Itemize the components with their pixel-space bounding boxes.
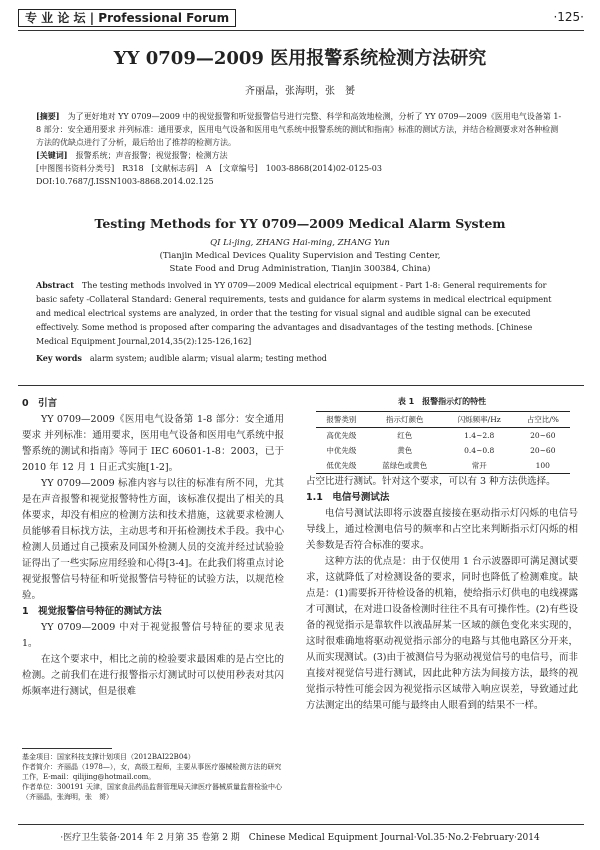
table-caption: 表 1 报警指示灯的特性 [397, 397, 487, 406]
abstract-cn: [摘要] 为了更好地对 YY 0709—2009 中的视觉报警和听觉报警信号进行完整、科学和高效地检测，分析了 YY 0709—2009《医用电气设备第 1-8 部分：安全通用要求 并列标准：通用要求，医用电气设备和医用电气系统中报警系统的测试和指南》标准的测试方法，并结合检测要求对各种检测方法的优缺点进行了分析，最后给出了推荐的检测方法。 [36, 111, 562, 147]
author-bio: 作者简介：齐丽晶（1978—），女，高级工程师，主要从事医疗器械检测方法的研究工作，E-mail：qilijing@hotmail.com。 [22, 763, 282, 781]
footnote [22, 752, 284, 802]
section-0-heading: 0 引言 [22, 398, 58, 409]
header-rule [18, 30, 584, 31]
english-title: Testing Methods for YY 0709—2009 Medical Alarm System [94, 216, 506, 231]
table-row [316, 443, 570, 458]
english-abstract-block [36, 278, 564, 366]
section-label: 专 业 论 坛 | Professional Forum [18, 9, 236, 27]
left-column [22, 396, 284, 700]
table-cell: 高优先级 [326, 431, 357, 440]
page-footer: ·医疗卫生装备·2014 年 2 月第 35 卷第 2 期 Chinese Medical Equipment Journal·Vol.35·No.2·February·2014 [60, 833, 540, 843]
paragraph: 这种方法的优点是：由于仅使用 1 台示波器即可满足测试要求，这就降低了对检测设备的要求，同时也降低了检测难度。缺点是：(1)需要拆开待检设备的机箱，使给指示灯供电的电线裸露才可测试，在对进口设备检测时往往不具有可操作性。(2)有些设备的视觉指示是靠软件以液晶屏某一区域的颜色变化来实现的，这时很难确地将驱动视觉指示部分的电路与其他电路区分开来，从而实现测试。(3)由于被测信号为驱动视觉信号的电信号，而非直接对视觉信号进行测试，因此此种方法为间接方法，最终的视觉指示特性可能会因为视觉指示区域带入响应误差，导致通过此方法测定出的结果可能与最终由人眼看到的结果不一样。 [306, 556, 578, 711]
abstract-rule [18, 385, 584, 386]
paragraph: 电信号测试法即将示波器直接接在驱动指示灯闪烁的电信号导线上，通过检测电信号的频率和占空比来判断指示灯闪烁的相关参数是否符合标准的要求。 [306, 508, 578, 551]
table-header-cell: 指示灯颜色 [367, 412, 443, 428]
paragraph: YY 0709—2009 中对于视觉报警信号特征的要求见表 1。 [22, 622, 284, 649]
table-cell: 黄色 [397, 446, 413, 455]
keywords-cn: [关键词] 报警系统；声音报警；视觉报警；检测方法 [36, 150, 228, 160]
table-header-cell: 占空比/% [516, 412, 570, 428]
table-cell: 中优先级 [326, 446, 357, 455]
english-affiliation [0, 237, 600, 276]
section-1-heading: 1 视觉报警信号特征的测试方法 [22, 606, 162, 617]
table-cell: 常开 [443, 458, 516, 474]
table-cell: 1.4~2.8 [464, 431, 495, 440]
fund-note: 基金项目：国家科技支撑计划项目（2012BAI22B04） [22, 753, 195, 761]
affiliation-line-1: (Tianjin Medical Devices Quality Supervision and Testing Center, [159, 251, 441, 261]
affiliation-line-2: State Food and Drug Administration, Tianjin 300384, China) [169, 264, 431, 274]
table-cell: 20~60 [530, 446, 556, 455]
table-header-cell: 报警类别 [316, 412, 367, 428]
footer-rule [18, 824, 584, 825]
alarm-indicator-table [316, 411, 570, 474]
paragraph: 占空比进行测试。针对这个要求，可以有 3 种方法供选择。 [306, 476, 556, 487]
running-header [18, 8, 584, 28]
right-column [306, 474, 578, 714]
doi: DOI:10.7687/J.ISSN1003-8868.2014.02.125 [36, 177, 214, 186]
table-cell: 20~60 [530, 431, 556, 440]
paragraph: 在这个要求中，相比之前的检验要求最困难的是占空比的检测。之前我们在进行报警指示灯测试时可以使用秒表对其闪烁频率进行测试，但是很难 [22, 654, 284, 697]
author-unit: 作者单位：300191 天津，国家食品药品监督管理局天津医疗器械质量监督检验中心（齐丽晶，张海明，张 赟） [22, 783, 282, 801]
table-cell: 100 [516, 458, 570, 474]
table-cell: 低优先级 [316, 458, 367, 474]
paragraph: YY 0709—2009 标准内容与以往的标准有所不同，尤其是在声音报警和视觉报警特性方面，该标准仅提出了相关的具体要求，却没有相应的检测方法和技术措施，这就要求检测人员能够看目标找方法，主动思考和开拓检测技术手段。我中心检测人员通过自己摸索及同国外检测人员的交流并经过试验验证得出了一些实际应用经验和心得[3-4]。在此我们将重点讨论视觉报警信号特征和听觉报警信号特征的试验方法，以规范检验。 [22, 478, 284, 601]
table-header-cell: 闪烁频率/Hz [443, 412, 516, 428]
table-header-row [316, 412, 570, 428]
authors: 齐丽晶，张海明，张 赟 [245, 86, 355, 97]
table-row [316, 458, 570, 474]
abstract-en: Abstract The testing methods involved in YY 0709—2009 Medical electrical equipment - Part 1-8: General requirements for basic safety -Collateral Standard: General requirements, tests and guidance for alarm systems in medical electrical equipment and medical electrical systems are analyzed, in order that the testing for visual signal and audible signal can be executed effectively. Some method is proposed after comparing the advantages and disadvantages of the testing methods. [Chinese Medical Equipment Journal,2014,35(2):125-126,162] [36, 280, 552, 346]
footnote-rule [22, 748, 112, 749]
paragraph: YY 0709—2009《医用电气设备第 1-8 部分：安全通用要求 并列标准：通用要求，医用电气设备和医用电气系统中报警系统的测试和指南》等同于 IEC 60601-1-8：2003，已于 2010 年 12 月 1 日正式实施[1-2]。 [22, 414, 284, 473]
page-number: ·125· [553, 10, 584, 24]
table-row [316, 428, 570, 444]
keywords-en: Key words alarm system; audible alarm; visual alarm; testing method [36, 353, 327, 363]
table-cell: 红色 [397, 431, 413, 440]
chinese-abstract-block [36, 110, 564, 188]
classification-line: [中图图书资料分类号] R318 [文献标志码] A [文章编号] 1003-8868(2014)02-0125-03 [36, 164, 382, 173]
english-authors: QI Li-jing, ZHANG Hai-ming, ZHANG Yun [210, 238, 390, 248]
table-cell: 蓝绿色或黄色 [367, 458, 443, 474]
section-1-1-heading: 1.1 电信号测试法 [306, 492, 390, 503]
table-cell: 0.4~0.8 [464, 446, 495, 455]
paper-title: YY 0709—2009 医用报警系统检测方法研究 [113, 48, 487, 69]
